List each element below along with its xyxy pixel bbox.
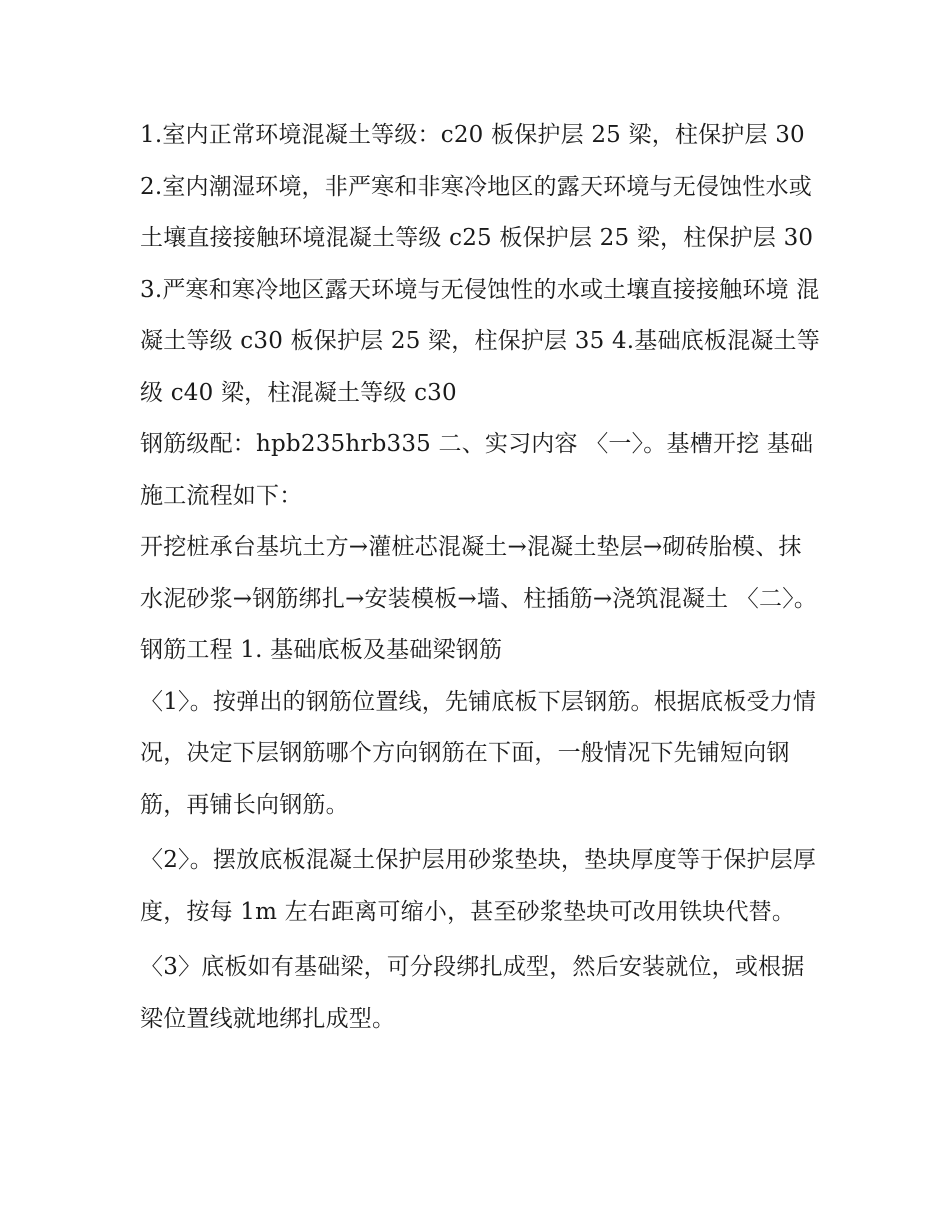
paragraph-indoor-humid: 2.室内潮湿环境，非严寒和非寒冷地区的露天环境与无侵蚀性水或土壤直接接触环境混凝土等级 c25 板保护层 25 梁，柱保护层 30 [140,173,814,251]
document-body [140,110,820,1045]
paragraph-indoor-normal: 1.室内正常环境混凝土等级：c20 板保护层 25 梁，柱保护层 30 [140,122,805,148]
paragraph-step-2: 〈2〉。摆放底板混凝土保护层用砂浆垫块，垫块厚度等于保护层厚度，按每 1m 左右距离可缩小，甚至砂浆垫块可改用铁块代替。 [140,847,817,925]
paragraph-step-3: 〈3〉底板如有基础梁，可分段绑扎成型，然后安装就位，或根据梁位置线就地绑扎成型。 [140,954,805,1032]
paragraph-rebar-grade: 钢筋级配：hpb235hrb335 二、实习内容 〈一〉。基槽开挖 基础施工流程如下： [140,431,814,509]
paragraph-construction-flow: 开挖桩承台基坑土方→灌桩芯混凝土→混凝土垫层→砌砖胎模、抹水泥砂浆→钢筋绑扎→安装模板→墙、柱插筋→浇筑混凝土 〈二〉。钢筋工程 1. 基础底板及基础梁钢筋 [140,534,818,663]
paragraph-step-1: 〈1〉。按弹出的钢筋位置线，先铺底板下层钢筋。根据底板受力情况，决定下层钢筋哪个方向钢筋在下面，一般情况下先铺短向钢筋，再铺长向钢筋。 [140,688,817,818]
paragraph-severe-cold: 3.严寒和寒冷地区露天环境与无侵蚀性的水或土壤直接接触环境 混凝土等级 c30 板保护层 25 梁，柱保护层 35 4.基础底板混凝土等级 c40 梁，柱混凝土等级 c30 [140,276,820,406]
